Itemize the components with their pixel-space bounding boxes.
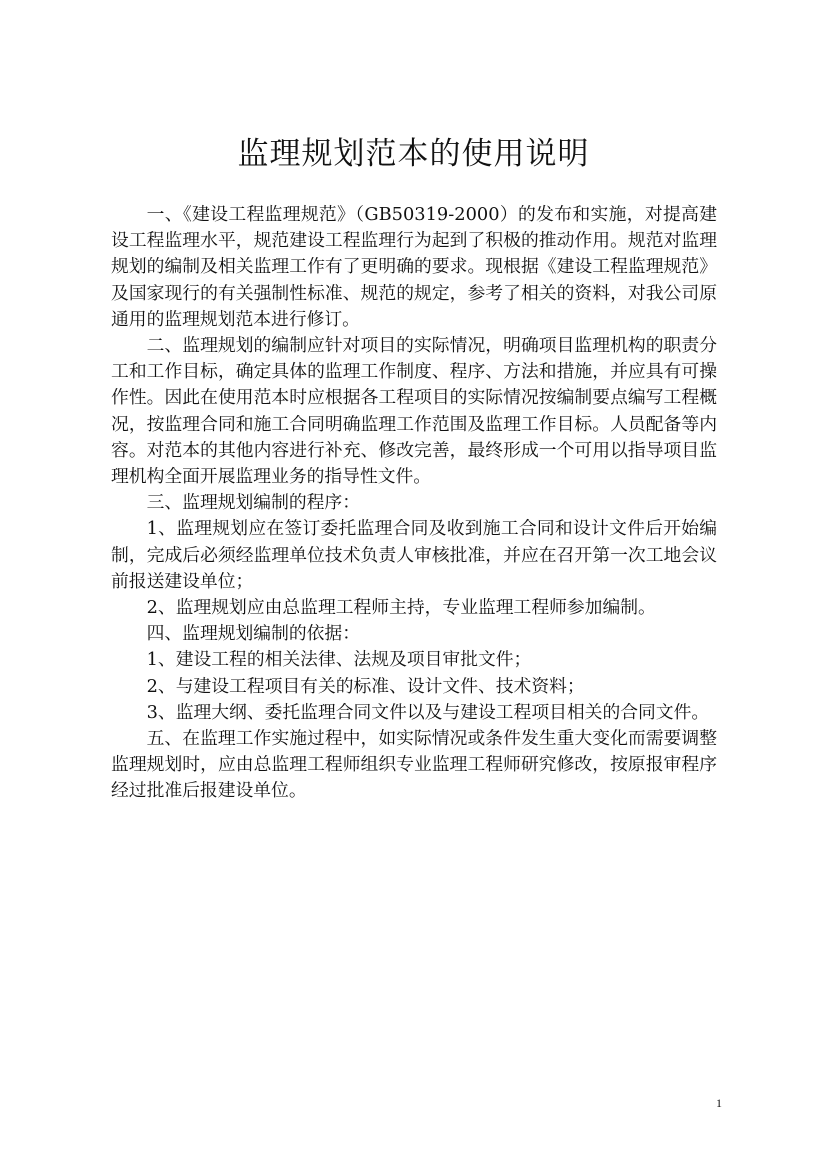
paragraph-procedure-item-1: 1、监理规划应在签订委托监理合同及收到施工合同和设计文件后开始编制，完成后必须经监理单位技术负责人审核批准，并应在召开第一次工地会议前报送建设单位； [111, 518, 717, 592]
paragraph-basis-item-2: 2、与建设工程项目有关的标准、设计文件、技术资料； [146, 675, 585, 697]
paragraph-3-procedure-heading: 三、监理规划编制的程序： [146, 492, 360, 514]
page-title: 监理规划范本的使用说明 [237, 136, 590, 172]
paragraph-procedure-item-2: 2、监理规划应由总监理工程师主持，专业监理工程师参加编制。 [146, 597, 656, 619]
document-body [111, 202, 717, 805]
paragraph-4-basis-heading: 四、监理规划编制的依据： [146, 623, 360, 645]
paragraph-basis-item-1: 1、建设工程的相关法律、法规及项目审批文件； [146, 649, 532, 671]
page-number: 1 [716, 1096, 722, 1110]
paragraph-basis-item-3: 3、监理大纲、委托监理合同文件以及与建设工程项目相关的合同文件。 [146, 701, 710, 723]
paragraph-1-publication: 一、《建设工程监理规范》（GB50319-2000）的发布和实施，对提高建设工程监理水平，规范建设工程监理行为起到了积极的推动作用。规范对监理规划的编制及相关监理工作有了更明确的要求。现根据《建设工程监理规范》及国家现行的有关强制性标准、规范的规定，参考了相关的资料，对我公司原通用的监理规划范本进行修订。 [111, 204, 717, 330]
paragraph-5-adjustment: 五、在监理工作实施过程中，如实际情况或条件发生重大变化而需要调整监理规划时，应由总监理工程师组织专业监理工程师研究修改，按原报审程序经过批准后报建设单位。 [111, 728, 717, 802]
paragraph-2-compilation: 二、监理规划的编制应针对项目的实际情况，明确项目监理机构的职责分工和工作目标，确定具体的监理工作制度、程序、方法和措施，并应具有可操作性。因此在使用范本时应根据各工程项目的实际情况按编制要点编写工程概况，按监理合同和施工合同明确监理工作范围及监理工作目标。人员配备等内容。对范本的其他内容进行补充、修改完善，最终形成一个可用以指导项目监理机构全面开展监理业务的指导性文件。 [111, 335, 717, 488]
